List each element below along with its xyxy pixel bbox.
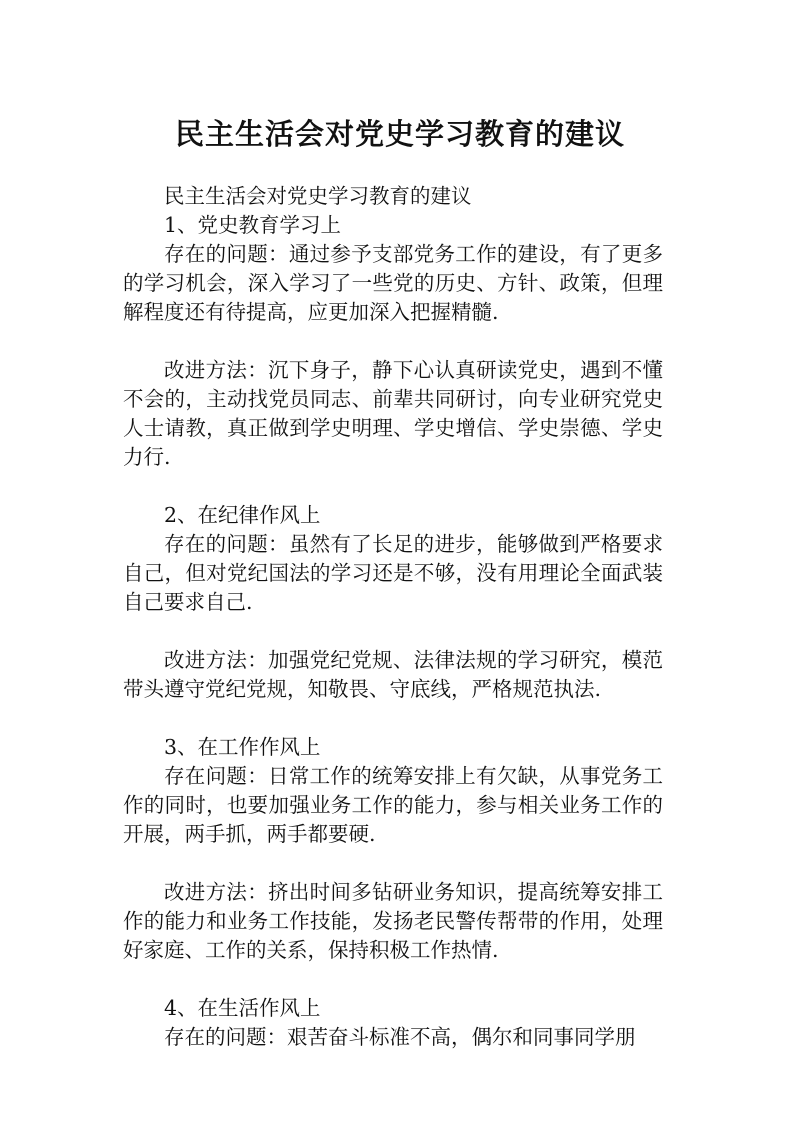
section-2-problem: 存在的问题：虽然有了长足的进步，能够做到严格要求自己，但对党纪国法的学习还是不够，没有用理论全面武装自己要求自己. [123, 532, 663, 614]
section-3-method: 改进方法：挤出时间多钻研业务知识，提高统筹安排工作的能力和业务工作技能，发扬老民警传帮带的作用，处理好家庭、工作的关系，保持积极工作热情. [123, 880, 663, 962]
section-1-problem: 存在的问题：通过参予支部党务工作的建设，有了更多的学习机会，深入学习了一些党的历史、方针、政策，但理解程度还有待提高，应更加深入把握精髓. [123, 242, 663, 324]
section-2-method: 改进方法：加强党纪党规、法律法规的学习研究，模范带头遵守党纪党规，知敬畏、守底线，严格规范执法. [123, 648, 663, 701]
page-title: 民主生活会对党史学习教育的建议 [174, 117, 625, 151]
section-3-heading: 3、在工作作风上 [164, 735, 321, 759]
document-body [123, 182, 663, 1052]
section-1-method: 改进方法：沉下身子，静下心认真研读党史，遇到不懂不会的，主动找党员同志、前辈共同研讨，向专业研究党史人士请教，真正做到学史明理、学史增信、学史崇德、学史力行. [123, 358, 663, 469]
section-4-heading: 4、在生活作风上 [164, 996, 321, 1020]
section-4-problem: 存在的问题：艰苦奋斗标准不高，偶尔和同事同学朋 [164, 1025, 636, 1049]
section-2-heading: 2、在纪律作风上 [164, 503, 321, 527]
section-1-heading: 1、党史教育学习上 [164, 213, 342, 237]
intro-line: 民主生活会对党史学习教育的建议 [164, 184, 472, 208]
section-3-problem: 存在问题：日常工作的统筹安排上有欠缺，从事党务工作的同时，也要加强业务工作的能力，参与相关业务工作的开展，两手抓，两手都要硬. [123, 764, 663, 846]
